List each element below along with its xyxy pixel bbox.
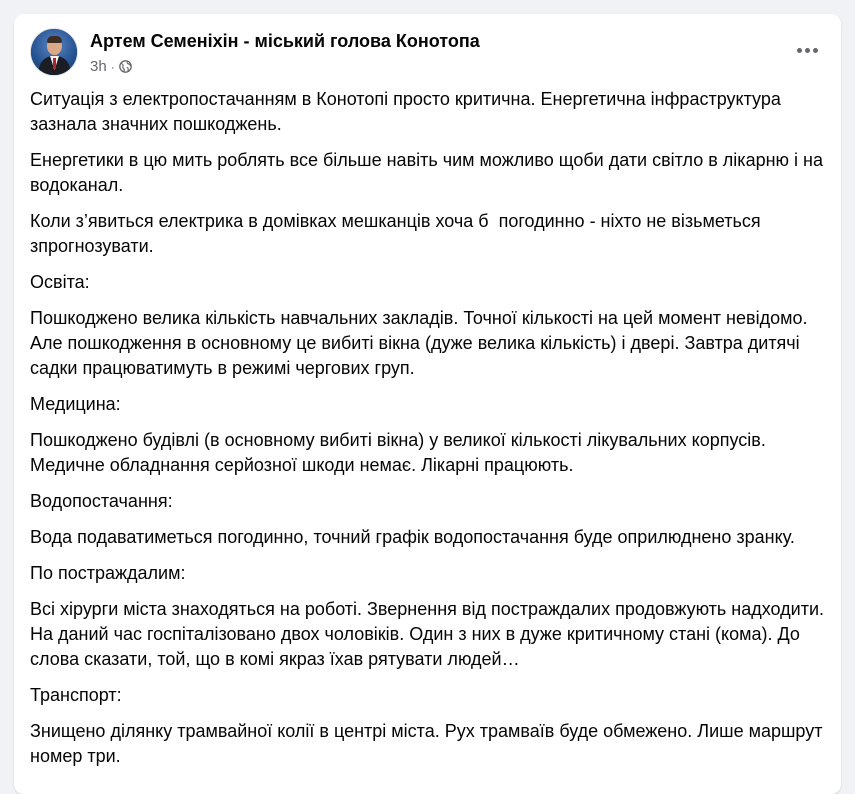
meta-separator: · bbox=[110, 59, 115, 74]
author-name[interactable]: Артем Семеніхін - міський голова Конотопа bbox=[90, 31, 480, 51]
more-dot bbox=[805, 48, 810, 53]
more-dot bbox=[813, 48, 818, 53]
globe-icon[interactable] bbox=[119, 60, 132, 73]
post-header bbox=[30, 28, 825, 78]
more-options-icon[interactable] bbox=[789, 32, 825, 68]
post-paragraph: Ситуація з електропостачанням в Конотопі просто критична. Енергетична інфраструктура зазнала значних пошкоджень. bbox=[30, 89, 786, 134]
post-paragraph: Вода подаватиметься погодинно, точний графік водопостачання буде оприлюднено зранку. bbox=[30, 527, 795, 547]
post-card bbox=[14, 14, 841, 794]
section-heading-victims: По постраждалим: bbox=[30, 563, 186, 583]
post-paragraph: Енергетики в цю мить роблять все більше навіть чим можливо щоби дати світло в лікарню і на водоканал. bbox=[30, 150, 829, 195]
author-avatar[interactable] bbox=[30, 28, 78, 76]
more-dot bbox=[797, 48, 802, 53]
post-paragraph: Знищено ділянку трамвайної колії в центрі міста. Рух трамваїв буде обмежено. Лише маршрут номер три. bbox=[30, 721, 828, 766]
section-heading-medicine: Медицина: bbox=[30, 394, 121, 414]
post-paragraph: Всі хірурги міста знаходяться на роботі. Звернення від постраждалих продовжують надходити. На даний час госпіталізовано двох чоловіків. Один з них в дуже критичному стані (кома). До слова сказати, той, що в комі якраз їхав рятувати людей… bbox=[30, 599, 830, 669]
section-heading-transport: Транспорт: bbox=[30, 685, 122, 705]
post-paragraph: Коли з’явиться електрика в домівках мешканців хоча б погодинно - ніхто не візьметься зпрогнозувати. bbox=[30, 211, 766, 256]
section-heading-water: Водопостачання: bbox=[30, 491, 173, 511]
post-meta bbox=[90, 58, 132, 75]
section-heading-education: Освіта: bbox=[30, 272, 90, 292]
post-body bbox=[30, 87, 830, 780]
post-paragraph: Пошкоджено велика кількість навчальних закладів. Точної кількості на цей момент невідомо. Але пошкодження в основному це вибиті вікна (дуже велика кількість) і двері. Завтра дитячі садки працюватимуть в режимі чергових груп. bbox=[30, 308, 813, 378]
post-paragraph: Пошкоджено будівлі (в основному вибиті вікна) у великої кількості лікувальних корпусів. Медичне обладнання серйозної шкоди немає. Лікарні працюють. bbox=[30, 430, 771, 475]
post-time[interactable]: 3h bbox=[90, 58, 107, 75]
avatar-hair bbox=[47, 36, 62, 43]
avatar-tie bbox=[53, 58, 56, 69]
